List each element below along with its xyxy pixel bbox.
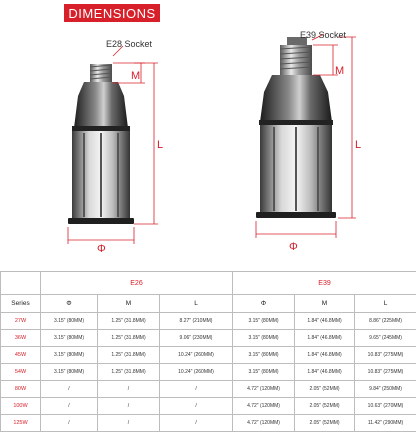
dimension-cell: 3.15" (80MM) [41,330,98,347]
dimension-cell: 9.65" (245MM) [355,330,416,347]
e39-l-label: L [355,139,361,151]
dimension-cell: 1.25" (31.8MM) [98,364,160,381]
dimension-cell: 3.15" (80MM) [41,364,98,381]
dimension-cell: 3.15" (80MM) [233,347,295,364]
col-e39-phi: Φ [233,295,295,313]
e26-phi-label: Φ [97,243,106,255]
series-cell: 100W [1,398,41,415]
dimension-cell: 3.15" (80MM) [233,364,295,381]
dimension-cell: 4.72" (120MM) [233,381,295,398]
dimension-cell: 1.84" (46.8MM) [295,347,355,364]
series-cell: 36W [1,330,41,347]
series-cell: 27W [1,313,41,330]
e39-housing-ring [259,120,333,125]
dimension-cell: 2.05" (52MM) [295,415,355,432]
series-cell: 80W [1,381,41,398]
series-cell: 125W [1,415,41,432]
col-e26-phi: Φ [41,295,98,313]
dimension-cell: 9.84" (250MM) [355,381,416,398]
table-row [1,415,416,432]
series-cell: 45W [1,347,41,364]
dimension-cell: 10.24" (260MM) [160,364,233,381]
e39-phi-label: Φ [289,241,298,253]
table-row [1,347,416,364]
e26-housing-ring [72,126,130,131]
e39-m-label: M [335,65,344,77]
table-group-header [1,272,416,295]
dimension-cell: 1.25" (31.8MM) [98,347,160,364]
col-e39-m: M [295,295,355,313]
dimension-cell: 8.27" (210MM) [160,313,233,330]
e26-m-label: M [131,70,140,82]
series-cell: 54W [1,364,41,381]
table-row [1,313,416,330]
dimension-table [0,271,416,432]
dimension-cell: 4.72" (120MM) [233,415,295,432]
e39-bottom-cap [256,212,336,218]
e39-bulb [256,37,336,218]
e26-bottom-cap [68,218,134,224]
dimension-cell: / [41,398,98,415]
dimension-cell: 1.84" (46.8MM) [295,313,355,330]
dimension-cell: 9.06" (230MM) [160,330,233,347]
dimension-cell: 8.86" (225MM) [355,313,416,330]
e39-socket-label: E39 Socket [300,30,347,40]
e26-l-label: L [157,139,163,151]
bulb-dimension-diagram [0,24,416,266]
dimension-cell: 11.42" (290MM) [355,415,416,432]
dimension-cell: 10.83" (275MM) [355,347,416,364]
dimension-cell: / [160,398,233,415]
series-header: Series [1,295,41,313]
dimension-cell: / [98,381,160,398]
table-column-header [1,295,416,313]
dimension-cell: / [41,381,98,398]
dimension-cell: / [41,415,98,432]
table-row [1,398,416,415]
table-row [1,364,416,381]
e26-bulb [68,64,134,224]
group-spacer [1,272,41,295]
dimension-cell: 2.05" (52MM) [295,381,355,398]
table-row [1,381,416,398]
dimension-cell: / [98,398,160,415]
dimension-cell: 10.83" (275MM) [355,364,416,381]
dimension-cell: 1.84" (46.8MM) [295,364,355,381]
dimension-cell: 4.72" (120MM) [233,398,295,415]
e39-dome-housing [260,75,332,122]
dimension-cell: / [160,415,233,432]
dimension-cell: / [98,415,160,432]
dimension-cell: 10.63" (270MM) [355,398,416,415]
table-row [1,330,416,347]
dimension-cell: 2.05" (52MM) [295,398,355,415]
dimension-cell: 10.24" (260MM) [160,347,233,364]
dimension-cell: 1.84" (46.8MM) [295,330,355,347]
col-e26-m: M [98,295,160,313]
group-e26: E26 [41,272,233,295]
dimensions-banner [64,4,160,22]
dimension-cell: 3.15" (80MM) [233,330,295,347]
col-e39-l: L [355,295,416,313]
e26-dome-housing [74,82,128,128]
dimension-cell: 3.15" (80MM) [41,347,98,364]
banner-title: DIMENSIONS [68,6,155,21]
col-e26-l: L [160,295,233,313]
dimension-cell: 1.25" (31.8MM) [98,330,160,347]
dimension-cell: / [160,381,233,398]
dimension-cell: 1.25" (31.8MM) [98,313,160,330]
dimension-cell: 3.15" (80MM) [233,313,295,330]
dimension-cell: 3.15" (80MM) [41,313,98,330]
e28-socket-label: E28 Socket [106,39,153,49]
e39-screw-base [280,45,312,75]
e28-screw-base [90,64,112,82]
group-e39: E39 [233,272,416,295]
